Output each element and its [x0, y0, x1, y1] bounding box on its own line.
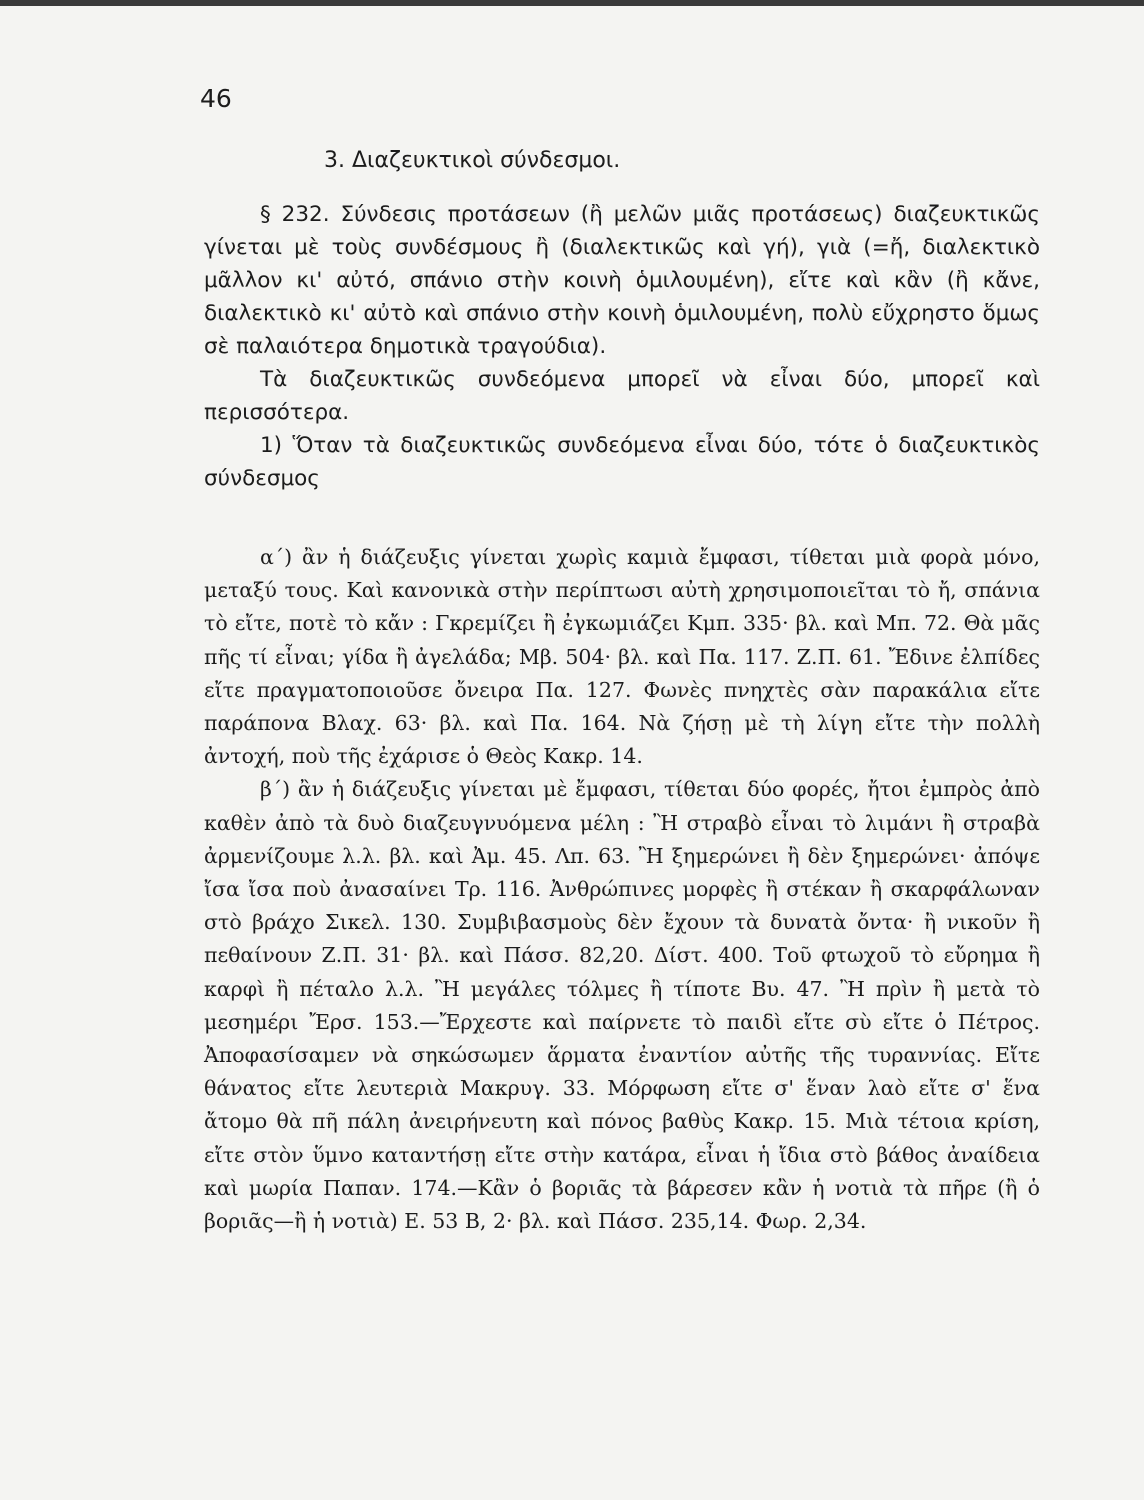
page-number: 46: [200, 84, 232, 113]
paragraph-two-members: 1) Ὅταν τὰ διαζευκτικῶς συνδεόμενα εἶναι δύο, τότε ὁ διαζευκτικὸς σύνδεσμος: [204, 433, 1040, 491]
scan-edge: [0, 0, 1144, 6]
paragraph-232: § 232. Σύνδεσις προτάσεων (ἢ μελῶν μιᾶς προτάσεως) διαζευκτικῶς γίνεται μὲ τοὺς συνδέσμους ἢ (διαλεκτικῶς καὶ γή), γιὰ (=ἤ, διαλεκτικὸ μᾶλλον κι' αὐτό, σπάνιο στὴν κοινὴ ὁμιλουμένη), εἴτε καὶ κἂν (ἢ κἄνε, διαλεκτικὸ κι' αὐτὸ καὶ σπάνιο στὴν κοινὴ ὁμιλουμένη, πολὺ εὔχρηστο ὅμως σὲ παλαιότερα δημοτικὰ τραγούδια).: [204, 202, 1040, 359]
paragraph-beta: β΄) ἂν ἡ διάζευξις γίνεται μὲ ἔμφασι, τίθεται δύο φορές, ἤτοι ἐμπρὸς ἀπὸ καθὲν ἀπὸ τὰ δυὸ διαζευγνυόμενα μέλη : Ἢ στραβὸ εἶναι τὸ λιμάνι ἢ στραβὰ ἀρμενίζουμε λ.λ. βλ. καὶ Ἀμ. 45. Λπ. 63. Ἢ ξημερώνει ἢ δὲν ξημερώνει· ἀπόψε ἴσα ἴσα ποὺ ἀνασαίνει Τρ. 116. Ἀνθρώπινες μορφὲς ἢ στέκαν ἢ σκαρφάλωναν στὸ βράχο Σικελ. 130. Συμβιβασμοὺς δὲν ἔχουν τὰ δυνατὰ ὄντα· ἢ νικοῦν ἢ πεθαίνουν Ζ.Π. 31· βλ. καὶ Πάσσ. 82,20. Δίστ. 400. Τοῦ φτωχοῦ τὸ εὔρημα ἢ καρφὶ ἢ πέταλο λ.λ. Ἢ μεγάλες τόλμες ἢ τίποτε Βυ. 47. Ἢ πρὶν ἢ μετὰ τὸ μεσημέρι Ἔρσ. 153.—Ἔρχεστε καὶ παίρνετε τὸ παιδὶ εἴτε σὺ εἴτε ὁ Πέτρος. Ἀποφασίσαμεν νὰ σηκώσωμεν ἅρματα ἐναντίον αὐτῆς τῆς τυραννίας. Εἴτε θάνατος εἴτε λευτεριὰ Μακρυγ. 33. Μόρφωση εἴτε σ' ἕναν λαὸ εἴτε σ' ἕνα ἄτομο θὰ πῆ πάλη ἀνειρήνευτη καὶ πόνος βαθὺς Κακρ. 15. Μιὰ τέτοια κρίση, εἴτε στὸν ὕμνο καταντήσῃ εἴτε στὴν κατάρα, εἶναι ἡ ἴδια στὸ βάθος ἀναίδεια καὶ μωρία Παπαν. 174.—Κἂν ὁ βοριᾶς τὰ βάρεσεν κἂν ἡ νοτιὰ τὰ πῆρε (ἢ ὁ βοριᾶς—ἢ ἡ νοτιὰ) Ε. 53 Β, 2· βλ. καὶ Πάσσ. 235,14. Φωρ. 2,34.: [204, 777, 1040, 1234]
paragraph-count: Τὰ διαζευκτικῶς συνδεόμενα μπορεῖ νὰ εἶναι δύο, μπορεῖ καὶ περισσότερα.: [204, 367, 1040, 425]
section-heading: 3. Διαζευκτικοὶ σύνδεσμοι.: [324, 148, 621, 173]
examples-block: [204, 541, 1040, 1238]
paragraph-alpha: α΄) ἂν ἡ διάζευξις γίνεται χωρὶς καμιὰ ἔμφασι, τίθεται μιὰ φορὰ μόνο, μεταξύ τους. Καὶ κανονικὰ στὴν περίπτωσι αὐτὴ χρησιμοποιεῖται τὸ ἤ, σπάνια τὸ εἴτε, ποτὲ τὸ κἄν : Γκρεμίζει ἢ ἐγκωμιάζει Κμπ. 335· βλ. καὶ Μπ. 72. Θὰ μᾶς πῆς τί εἶναι; γίδα ἢ ἀγελάδα; Μβ. 504· βλ. καὶ Πα. 117. Ζ.Π. 61. Ἔδινε ἐλπίδες εἴτε πραγματοποιοῦσε ὄνειρα Πα. 127. Φωνὲς πνηχτὲς σὰν παρακάλια εἴτε παράπονα Βλαχ. 63· βλ. καὶ Πα. 164. Νὰ ζήσῃ μὲ τὴ λίγη εἴτε τὴν πολλὴ ἀντοχή, ποὺ τῆς ἐχάρισε ὁ Θεὸς Κακρ. 14.: [204, 545, 1040, 769]
body-text: [204, 198, 1040, 495]
